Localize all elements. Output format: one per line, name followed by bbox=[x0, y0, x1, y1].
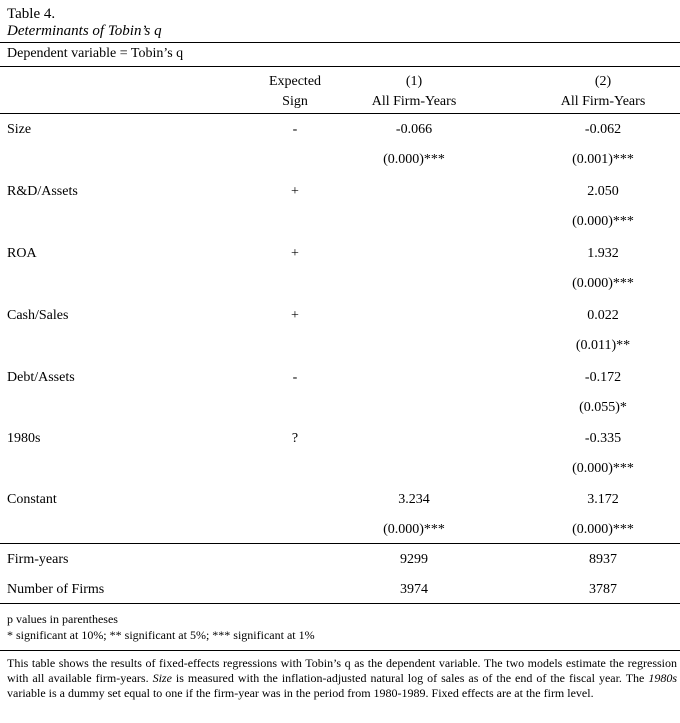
row-col2-pvalue: (0.001)*** bbox=[572, 152, 634, 167]
row-label: Size bbox=[7, 122, 32, 137]
row-label: Cash/Sales bbox=[7, 308, 69, 323]
description-part1: This table shows the results of fixed-effects regressions with Tobin’s q as the dependent variable. The two models estimate the regression with all available firm-years. bbox=[7, 656, 677, 685]
row-col2-pvalue: (0.000)*** bbox=[572, 214, 634, 229]
rule-top bbox=[0, 42, 680, 43]
row-sign: + bbox=[291, 184, 299, 199]
rule-below-header bbox=[0, 113, 680, 114]
note-pvalues: p values in parentheses bbox=[7, 612, 118, 626]
row-label: 1980s bbox=[7, 431, 41, 446]
row-sign: ? bbox=[291, 431, 299, 446]
description-part3: variable is a dummy set equal to one if the firm-year was in the period from 1980-1989. Fixed effects are at the firm level. bbox=[7, 686, 594, 700]
row-label: R&D/Assets bbox=[7, 184, 78, 199]
header-col1-line1: (1) bbox=[405, 74, 423, 89]
rule-above-description bbox=[0, 650, 680, 651]
header-sign-line1: Expected bbox=[268, 74, 322, 89]
row-sign: - bbox=[292, 370, 298, 385]
row-col2-coef: 1.932 bbox=[587, 246, 619, 261]
description-part2: is measured with the inflation-adjusted natural log of sales as of the end of the fiscal year. The bbox=[171, 671, 649, 685]
row-col1-pvalue: (0.000)*** bbox=[383, 522, 445, 537]
rule-bottom bbox=[0, 603, 680, 604]
row-sign: - bbox=[292, 122, 298, 137]
stat-col2: 3787 bbox=[589, 582, 617, 597]
row-col2-coef: -0.062 bbox=[584, 122, 622, 137]
row-col1-coef: 3.234 bbox=[398, 492, 430, 507]
row-col2-coef: 3.172 bbox=[587, 492, 619, 507]
row-label: Debt/Assets bbox=[7, 370, 75, 385]
table-description bbox=[7, 656, 677, 701]
row-col1-pvalue: (0.000)*** bbox=[383, 152, 445, 167]
row-col2-pvalue: (0.000)*** bbox=[572, 276, 634, 291]
header-col2-line1: (2) bbox=[594, 74, 612, 89]
row-col2-pvalue: (0.011)** bbox=[575, 338, 631, 353]
dependent-variable-label: Dependent variable = Tobin’s q bbox=[7, 46, 184, 61]
header-col1-line2: All Firm-Years bbox=[371, 94, 457, 109]
note-significance: * significant at 10%; ** significant at 5%; *** significant at 1% bbox=[7, 628, 315, 642]
stat-col1: 9299 bbox=[400, 552, 428, 567]
description-size-term: Size bbox=[152, 671, 172, 685]
row-label: ROA bbox=[7, 246, 37, 261]
table-subtitle: Determinants of Tobin’s q bbox=[7, 23, 162, 39]
row-col2-coef: 2.050 bbox=[587, 184, 619, 199]
row-col2-coef: 0.022 bbox=[587, 308, 619, 323]
header-sign-line2: Sign bbox=[282, 94, 308, 109]
description-1980s-term: 1980s bbox=[648, 671, 678, 685]
row-col2-pvalue: (0.000)*** bbox=[572, 522, 634, 537]
stat-label: Firm-years bbox=[7, 552, 69, 567]
row-col2-pvalue: (0.055)* bbox=[579, 400, 627, 415]
row-label: Constant bbox=[7, 492, 57, 507]
row-col1-coef: -0.066 bbox=[395, 122, 433, 137]
row-col2-coef: -0.335 bbox=[584, 431, 622, 446]
row-col2-pvalue: (0.000)*** bbox=[572, 461, 634, 476]
table-title: Table 4. bbox=[7, 6, 56, 22]
stat-label: Number of Firms bbox=[7, 582, 105, 597]
rule-below-depvar bbox=[0, 66, 680, 67]
row-col2-coef: -0.172 bbox=[584, 370, 622, 385]
stat-col1: 3974 bbox=[400, 582, 428, 597]
row-sign: + bbox=[291, 308, 299, 323]
rule-above-stats bbox=[0, 543, 680, 544]
stat-col2: 8937 bbox=[589, 552, 617, 567]
row-sign: + bbox=[291, 246, 299, 261]
header-col2-line2: All Firm-Years bbox=[560, 94, 646, 109]
